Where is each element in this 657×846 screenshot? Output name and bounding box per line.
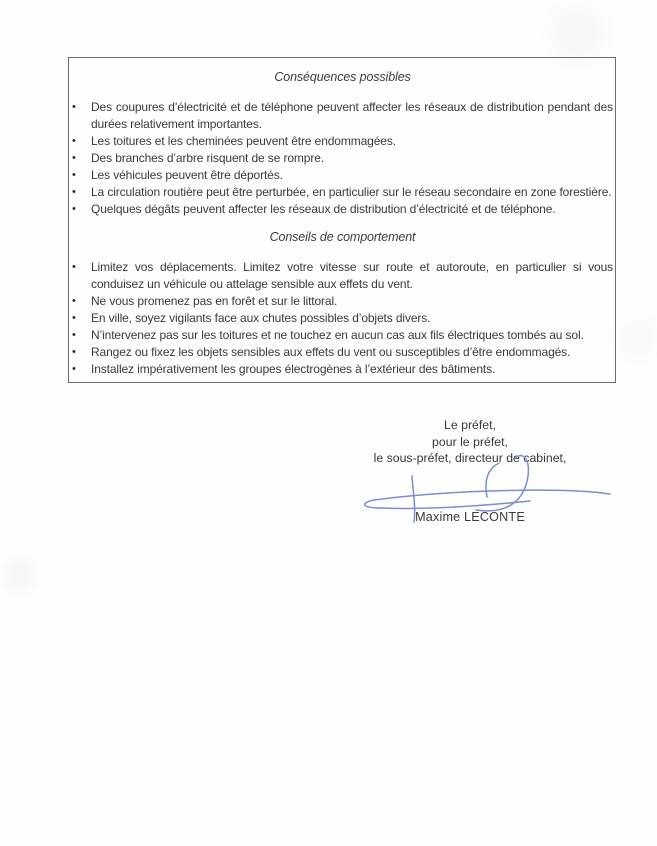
list-item-text: Quelques dégâts peuvent affecter les réseaux de distribution d’électricité et de téléphone. [91,202,556,216]
consequences-title: Conséquences possibles [274,70,411,84]
list-item-text: Les véhicules peuvent être déportés. [91,168,283,182]
list-item [72,327,613,344]
list-item [72,310,613,327]
bullet-icon: • [72,312,76,324]
list-item-text: Les toitures et les cheminées peuvent être endommagées. [91,134,396,148]
list-item-text: En ville, soyez vigilants face aux chutes possibles d’objets divers. [91,311,431,325]
bullet-icon: • [72,152,76,164]
bullet-icon: • [72,346,76,358]
bullet-icon: • [72,363,76,375]
list-item [72,99,613,133]
list-item-text: La circulation routière peut être perturbée, en particulier sur le réseau secondaire en zone forestière. [91,185,612,199]
signature-title-line: le sous-préfet, directeur de cabinet, [373,451,567,466]
list-item [72,201,613,218]
bullet-icon: • [72,329,76,341]
bullet-icon: • [72,295,76,307]
list-item-text: Installez impérativement les groupes électrogènes à l’extérieur des bâtiments. [91,362,496,376]
bullet-icon: • [72,186,76,198]
bullet-icon: • [72,169,76,181]
list-item-text: Des coupures d’électricité et de téléphone peuvent affecter les réseaux de distribution pendant des durées relativement importantes. [91,100,613,131]
list-item-text: Limitez vos déplacements. Limitez votre vitesse sur route et autoroute, en particulier si vous conduisez un véhicule ou attelage sensible aux effets du vent. [91,260,613,291]
advice-list [72,259,613,378]
list-item [72,184,613,201]
list-item-text: Ne vous promenez pas en forêt et sur le littoral. [91,294,338,308]
bullet-icon: • [72,135,76,147]
list-item-text: N’intervenez pas sur les toitures et ne touchez en aucun cas aux fils électriques tombés au sol. [91,328,584,342]
list-item [72,150,613,167]
list-item [72,344,613,361]
bullet-icon: • [72,101,76,113]
list-item [72,167,613,184]
signatory-name: Maxime LECONTE [415,510,525,524]
vigilance-notice-box [68,57,616,383]
list-item [72,293,613,310]
list-item [72,259,613,293]
consequences-list [72,99,613,218]
signature-title-line: Le préfet, [444,418,496,432]
bullet-icon: • [72,203,76,215]
advice-title: Conseils de comportement [269,230,416,244]
list-item [72,361,613,378]
list-item [72,133,613,150]
list-item-text: Rangez ou fixez les objets sensibles aux effets du vent ou susceptibles d’être endommagés. [91,345,571,359]
list-item-text: Des branches d’arbre risquent de se rompre. [91,151,324,165]
signature-title-line: pour le préfet, [432,434,508,449]
bullet-icon: • [72,261,76,273]
